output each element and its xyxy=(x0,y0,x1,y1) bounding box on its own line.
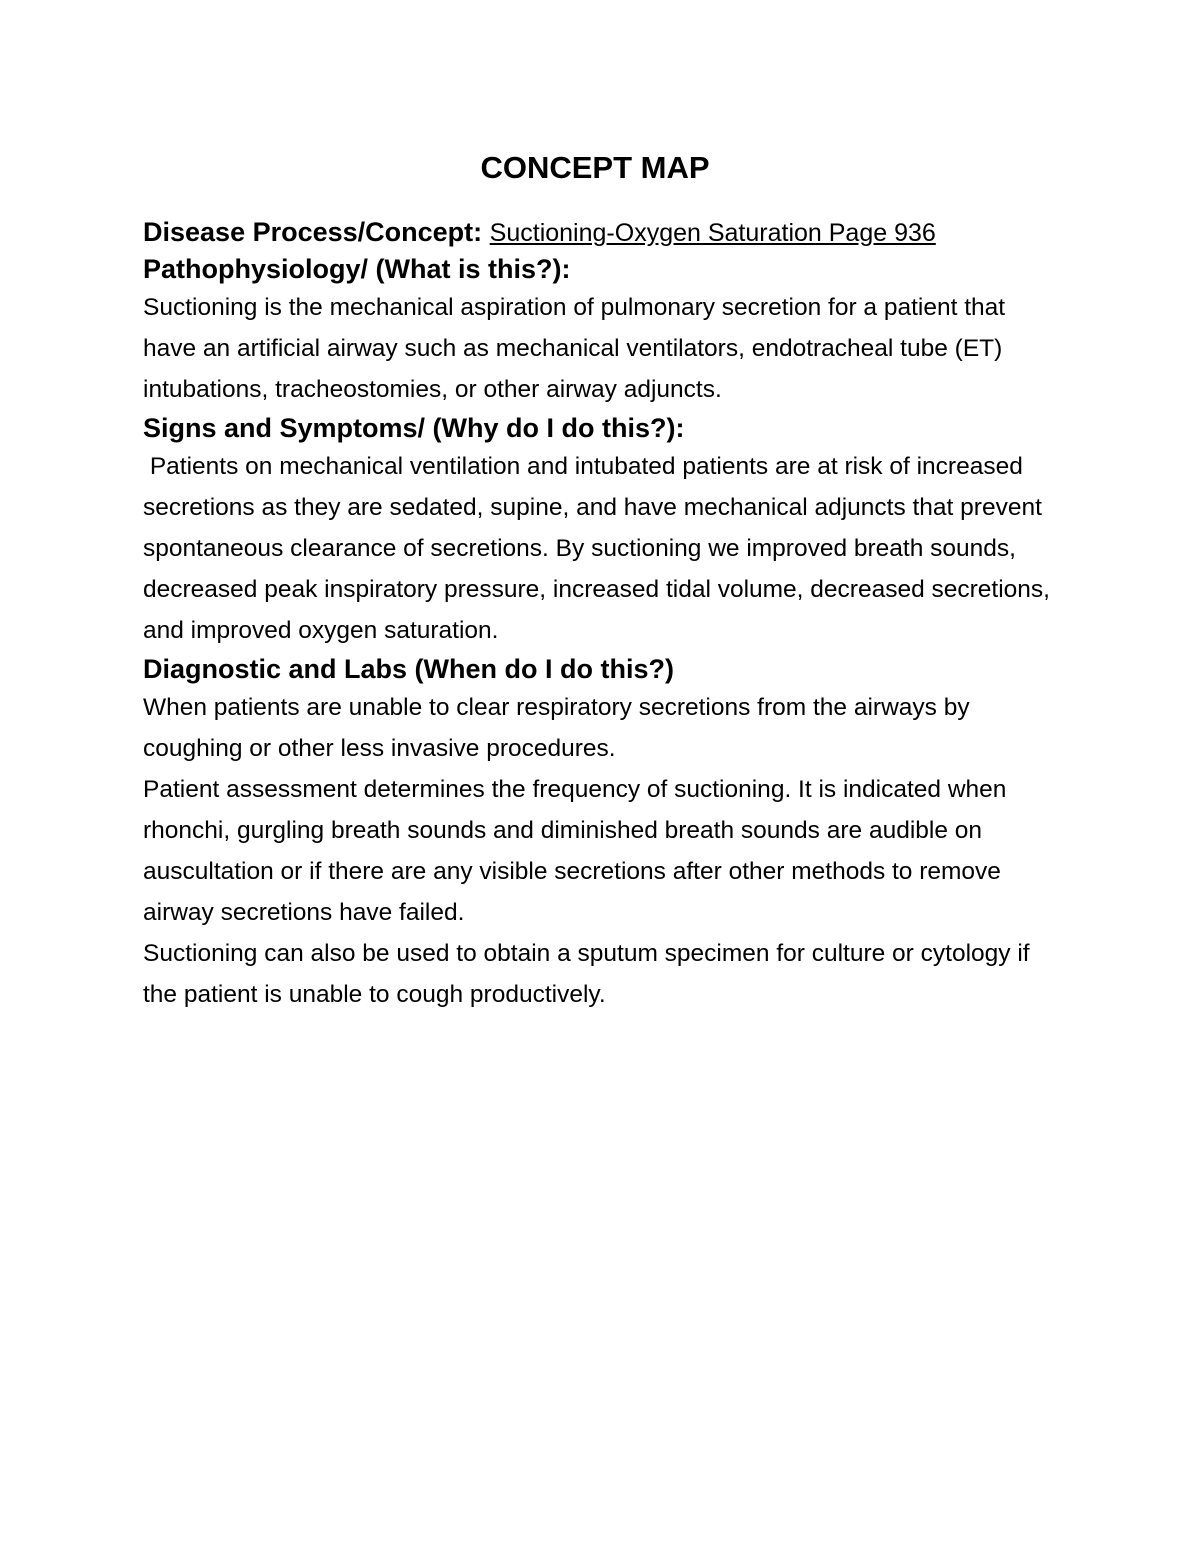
signs-symptoms-heading: Signs and Symptoms/ (Why do I do this?): xyxy=(143,413,685,443)
diagnostics-heading: Diagnostic and Labs (When do I do this?) xyxy=(143,654,674,684)
pathophysiology-text: Suctioning is the mechanical aspiration of pulmonary secretion for a patient that have an artificial airway such as mechanical ventilators, endotracheal tube (ET) intubations, tracheostomies, or other airway adjuncts. xyxy=(143,294,1006,403)
pathophysiology-heading: Pathophysiology/ (What is this?): xyxy=(143,254,571,284)
concept-value: Suctioning-Oxygen Saturation Page 936 xyxy=(489,219,936,247)
diagnostics-paragraph: When patients are unable to clear respiratory secretions from the airways by coughing or other less invasive procedures. xyxy=(143,694,970,762)
diagnostics-paragraph: Suctioning can also be used to obtain a sputum specimen for culture or cytology if the patient is unable to cough productively. xyxy=(143,940,1030,1008)
diagnostics-paragraph: Patient assessment determines the frequency of suctioning. It is indicated when rhonchi, gurgling breath sounds and diminished breath sounds are audible on auscultation or if there are any visible secretions after other methods to remove airway secretions have failed. xyxy=(143,776,1007,926)
signs-symptoms-text: Patients on mechanical ventilation and intubated patients are at risk of increased secretions as they are sedated, supine, and have mechanical adjuncts that prevent spontaneous clearance of secretions. By suctioning we improved breath sounds, decreased peak inspiratory pressure, increased tidal volume, decreased secretions, and improved oxygen saturation. xyxy=(143,453,1057,644)
document-content xyxy=(143,148,1063,1015)
page-title: CONCEPT MAP xyxy=(480,150,710,185)
concept-label: Disease Process/Concept: xyxy=(143,217,483,247)
concept-line xyxy=(143,214,1063,251)
